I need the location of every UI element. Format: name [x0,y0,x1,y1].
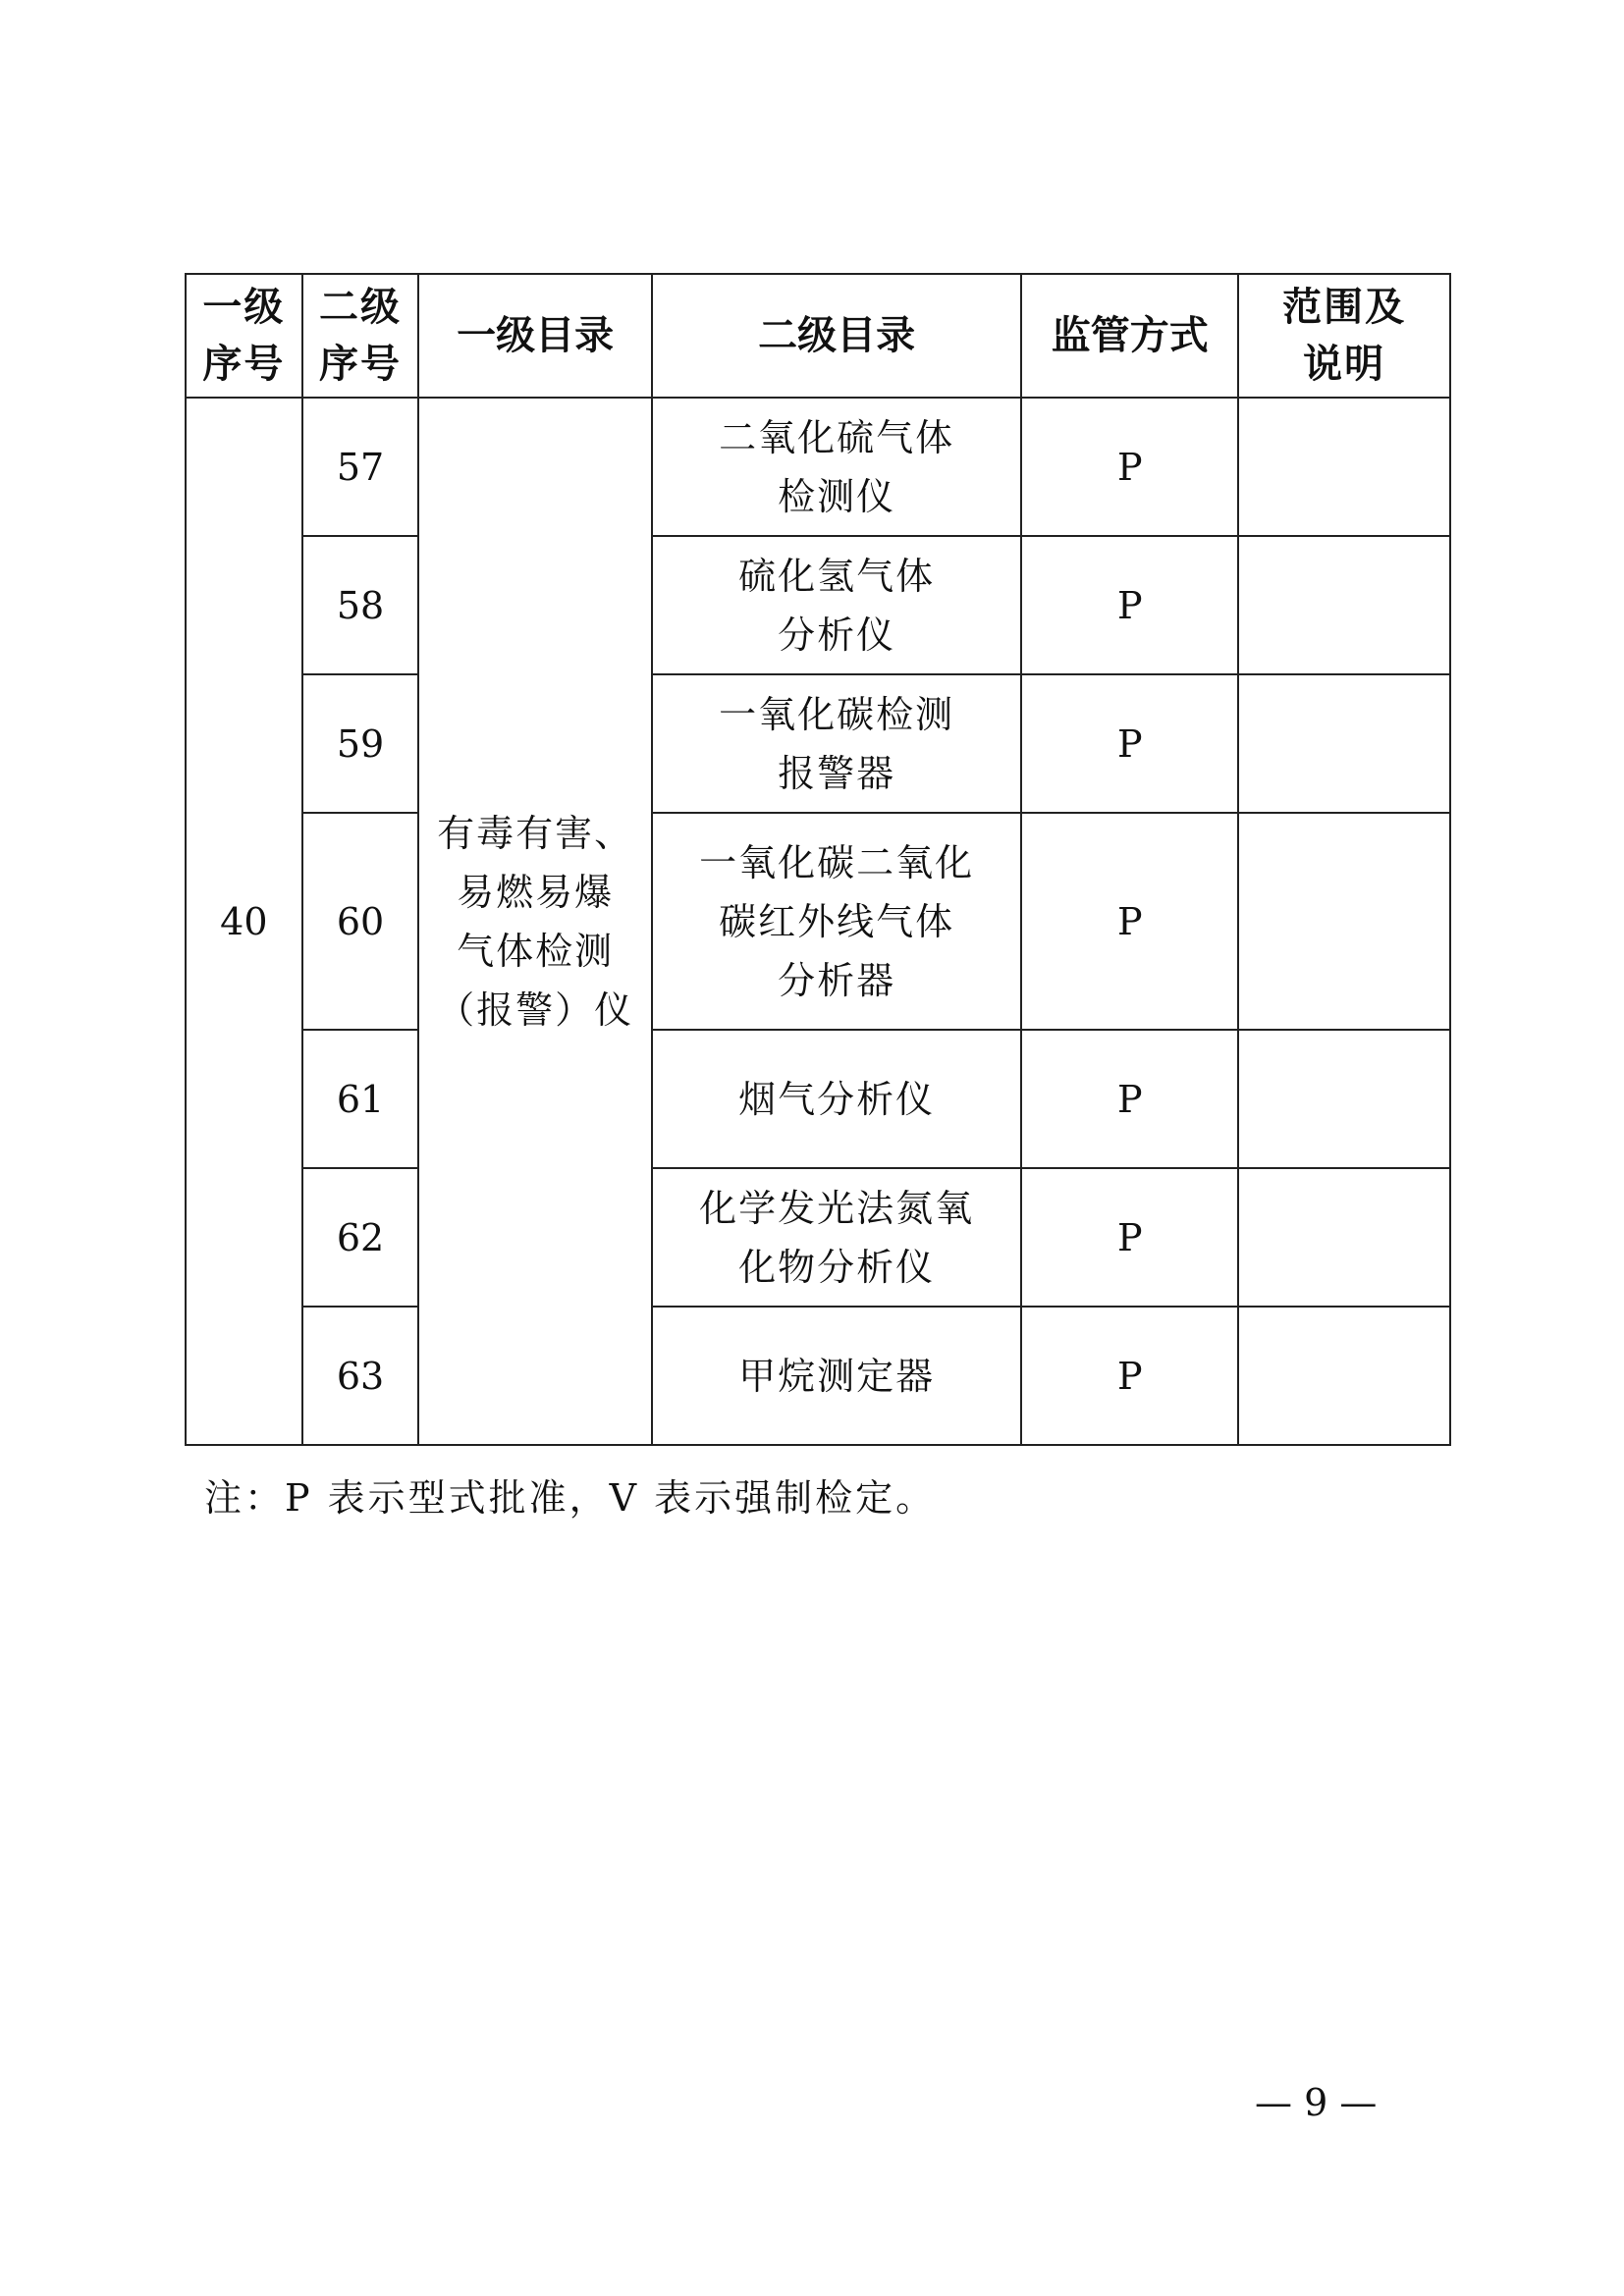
table-row [186,1307,1450,1445]
header-supervision: 监管方式 [1021,274,1238,398]
level2-no-cell: 58 [302,536,419,674]
scope-cell [1238,813,1450,1030]
level2-no-cell: 60 [302,813,419,1030]
level2-catalog-cell: 甲烷测定器 [652,1307,1022,1445]
supervision-cell: P [1021,536,1238,674]
level2-catalog-cell: 硫化氢气体 分析仪 [652,536,1022,674]
scope-cell [1238,1307,1450,1445]
level2-no-cell: 59 [302,674,419,813]
scope-cell [1238,1168,1450,1307]
supervision-cell: P [1021,1168,1238,1307]
scope-cell [1238,674,1450,813]
table-row [186,1168,1450,1307]
level1-no-cell: 40 [186,398,302,1445]
level2-no-cell: 62 [302,1168,419,1307]
supervision-cell: P [1021,813,1238,1030]
header-level1-catalog: 一级目录 [418,274,651,398]
table-row [186,1030,1450,1168]
header-level2-catalog: 二级目录 [652,274,1022,398]
supervision-cell: P [1021,1030,1238,1168]
level2-no-cell: 63 [302,1307,419,1445]
level2-catalog-cell: 一氧化碳二氧化 碳红外线气体 分析器 [652,813,1022,1030]
level2-catalog-cell: 二氧化硫气体 检测仪 [652,398,1022,536]
table-note: 注：P 表示型式批准，V 表示强制检定。 [204,1476,937,1520]
scope-cell [1238,536,1450,674]
supervision-cell: P [1021,1307,1238,1445]
catalog-table [185,273,1451,1446]
level2-catalog-cell: 一氧化碳检测 报警器 [652,674,1022,813]
level2-no-cell: 57 [302,398,419,536]
supervision-cell: P [1021,674,1238,813]
level2-no-cell: 61 [302,1030,419,1168]
level2-catalog-cell: 烟气分析仪 [652,1030,1022,1168]
table-row [186,674,1450,813]
level2-catalog-cell: 化学发光法氮氧 化物分析仪 [652,1168,1022,1307]
supervision-cell: P [1021,398,1238,536]
header-scope: 范围及 说明 [1238,274,1450,398]
header-row [186,274,1450,398]
scope-cell [1238,398,1450,536]
table-row [186,536,1450,674]
level1-catalog-cell: 有毒有害、 易燃易爆 气体检测 （报警）仪 [418,398,651,1445]
header-level2-no: 二级 序号 [302,274,419,398]
page-number: — 9 — [1255,2081,1378,2124]
scope-cell [1238,1030,1450,1168]
table-row [186,813,1450,1030]
table-row [186,398,1450,536]
header-level1-no: 一级 序号 [186,274,302,398]
